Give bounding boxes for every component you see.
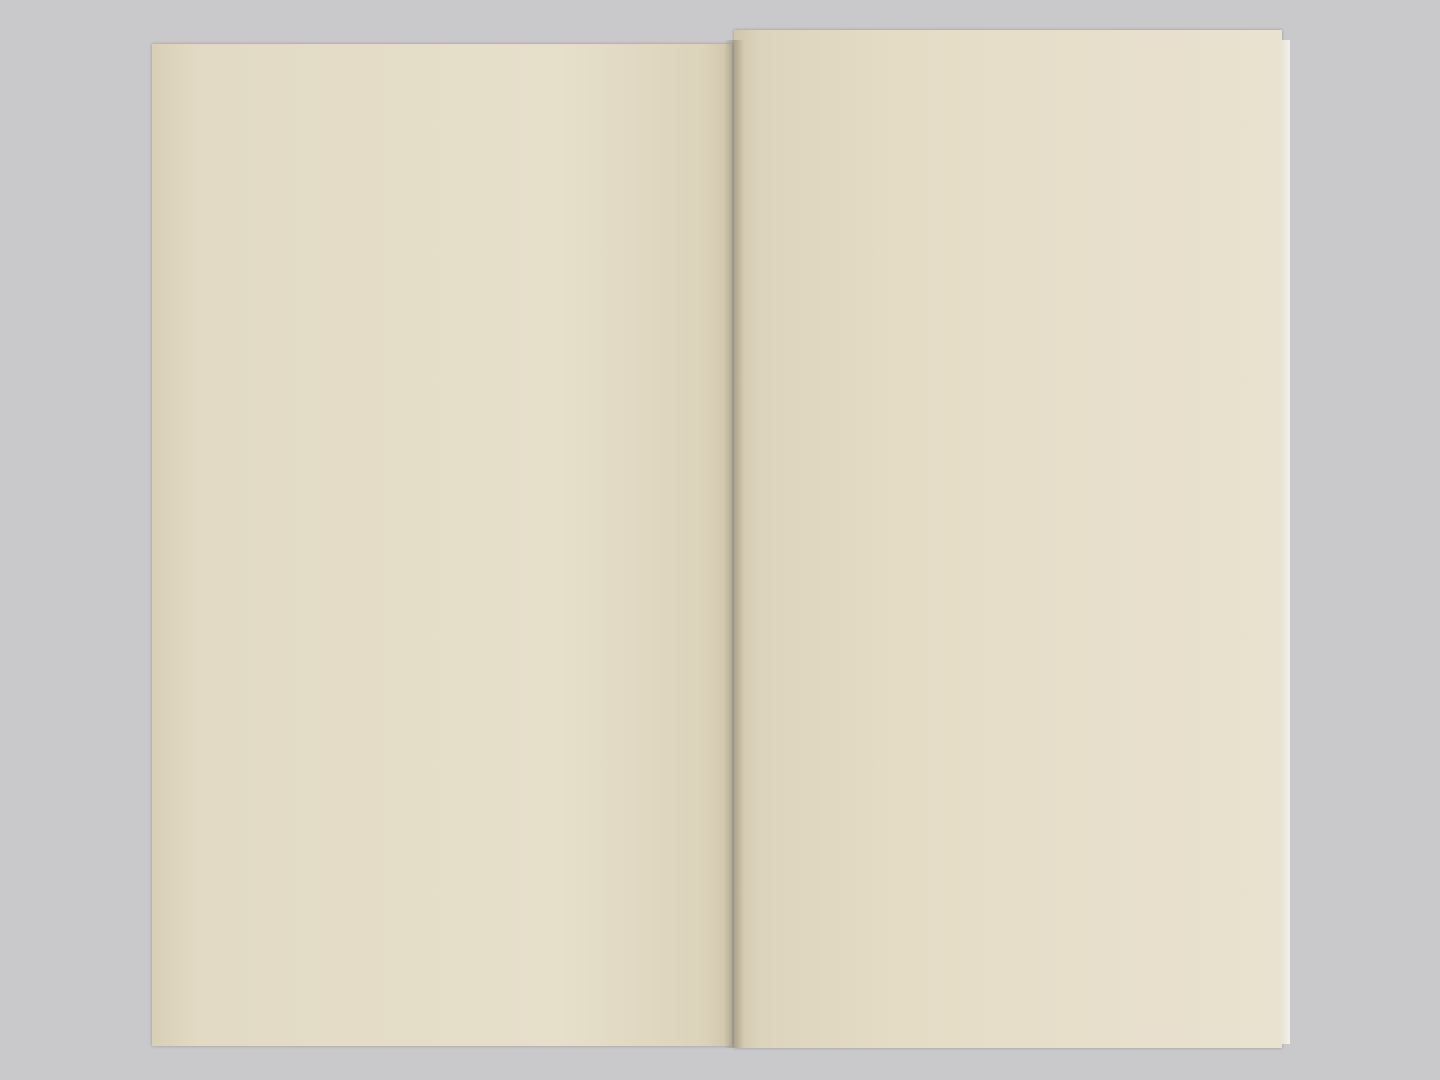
right-page — [734, 30, 1282, 1048]
page-edge — [1280, 40, 1290, 1044]
left-page — [152, 44, 732, 1046]
book-gutter — [724, 40, 744, 1048]
